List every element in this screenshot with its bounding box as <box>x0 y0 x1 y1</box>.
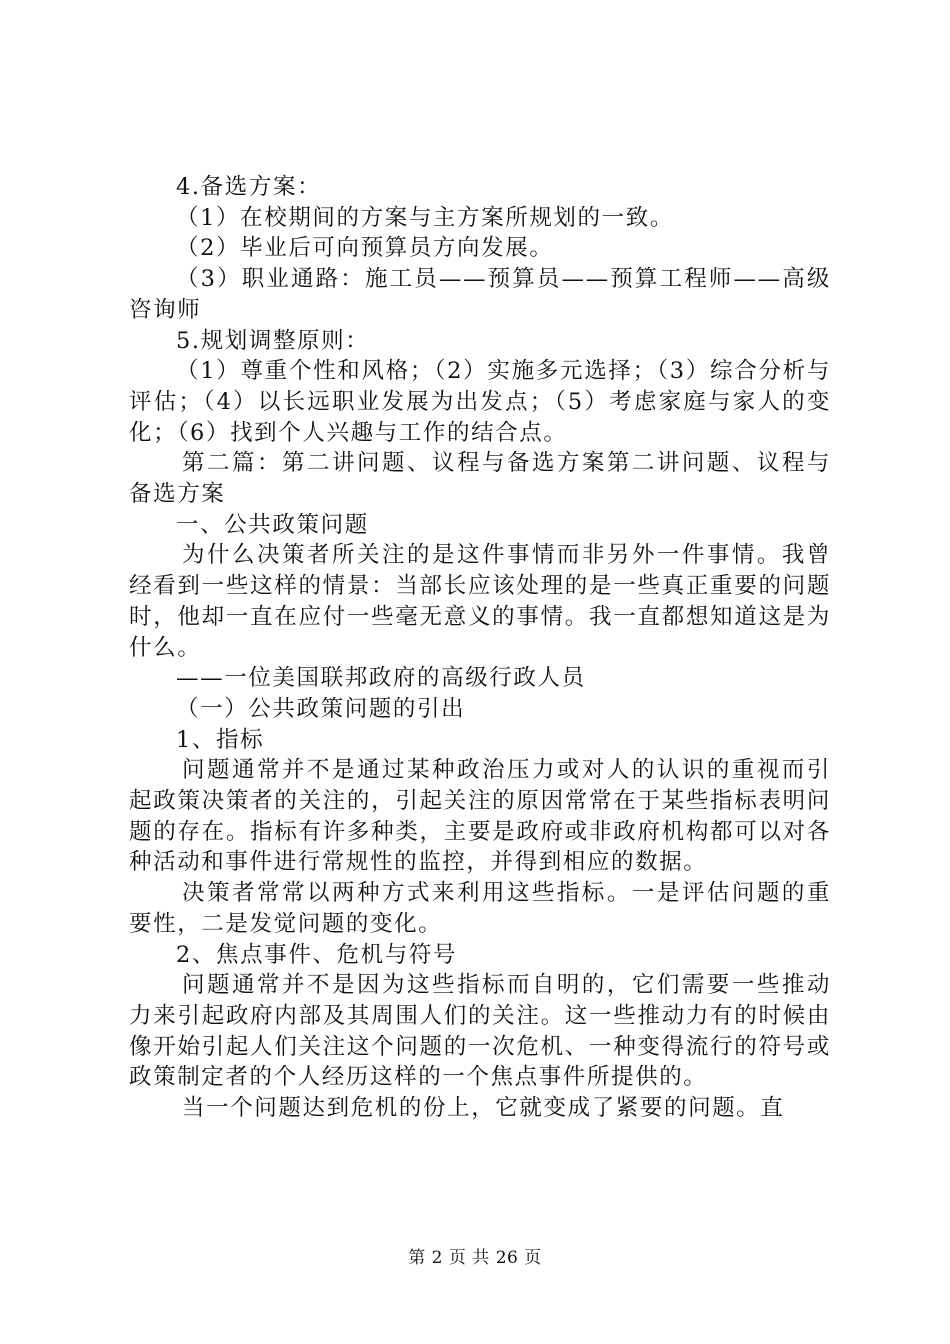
paragraph: 问题通常并不是因为这些指标而自明的，它们需要一些推动力来引起政府内部及其周围人们的关注。这一些推动力有的时候由像开始引起人们关注这个问题的一次危机、一种变得流行的符号或政策制定者的个人经历这样的一个焦点事件所提供的。 <box>129 972 831 1091</box>
paragraph: 问题通常并不是通过某种政治压力或对人的认识的重视而引起政策决策者的关注的，引起关注的原因常常在于某些指标表明问题的存在。指标有许多种类，主要是政府或非政府机构都可以对各种活动和事件进行常规性的监控，并得到相应的数据。 <box>129 757 831 876</box>
paragraph: 决策者常常以两种方式来利用这些指标。一是评估问题的重要性，二是发觉问题的变化。 <box>129 880 831 937</box>
heading-public-policy-problem: 一、公共政策问题 <box>176 511 369 538</box>
section-title: 第二篇：第二讲问题、议程与备选方案第二讲问题、议程与备选方案 <box>129 450 831 508</box>
document-body <box>129 172 831 1124</box>
quote-paragraph: 为什么决策者所关注的是这件事情而非另外一件事情。我曾经看到一些这样的情景：当部长应该处理的是一些真正重要的问题时，他却一直在应付一些毫无意义的事情。我一直都想知道这是为什么。 <box>129 542 831 661</box>
paragraph: 当一个问题达到危机的份上，它就变成了紧要的问题。直 <box>182 1095 785 1122</box>
subheading: 2、焦点事件、危机与符号 <box>176 941 458 968</box>
heading-adjustment-principles: 5.规划调整原则： <box>176 327 370 354</box>
subheading: 1、指标 <box>176 726 265 753</box>
subheading: （一）公共政策问题的引出 <box>176 695 466 722</box>
paragraph: （2）毕业后可向预算员方向发展。 <box>176 235 554 262</box>
paragraph: （1）尊重个性和风格；（2）实施多元选择；（3）综合分析与评估；（4）以长远职业发展为出发点；（5）考虑家庭与家人的变化；（6）找到个人兴趣与工作的结合点。 <box>129 358 831 446</box>
heading-alternative-plans: 4.备选方案： <box>176 174 322 200</box>
page-number-footer: 第 2 页 共 26 页 <box>408 1248 542 1268</box>
paragraph: （3）职业通路：施工员——预算员——预算工程师——高级咨询师 <box>129 266 831 323</box>
quote-attribution: ——一位美国联邦政府的高级行政人员 <box>176 665 586 692</box>
paragraph: （1）在校期间的方案与主方案所规划的一致。 <box>176 204 674 231</box>
